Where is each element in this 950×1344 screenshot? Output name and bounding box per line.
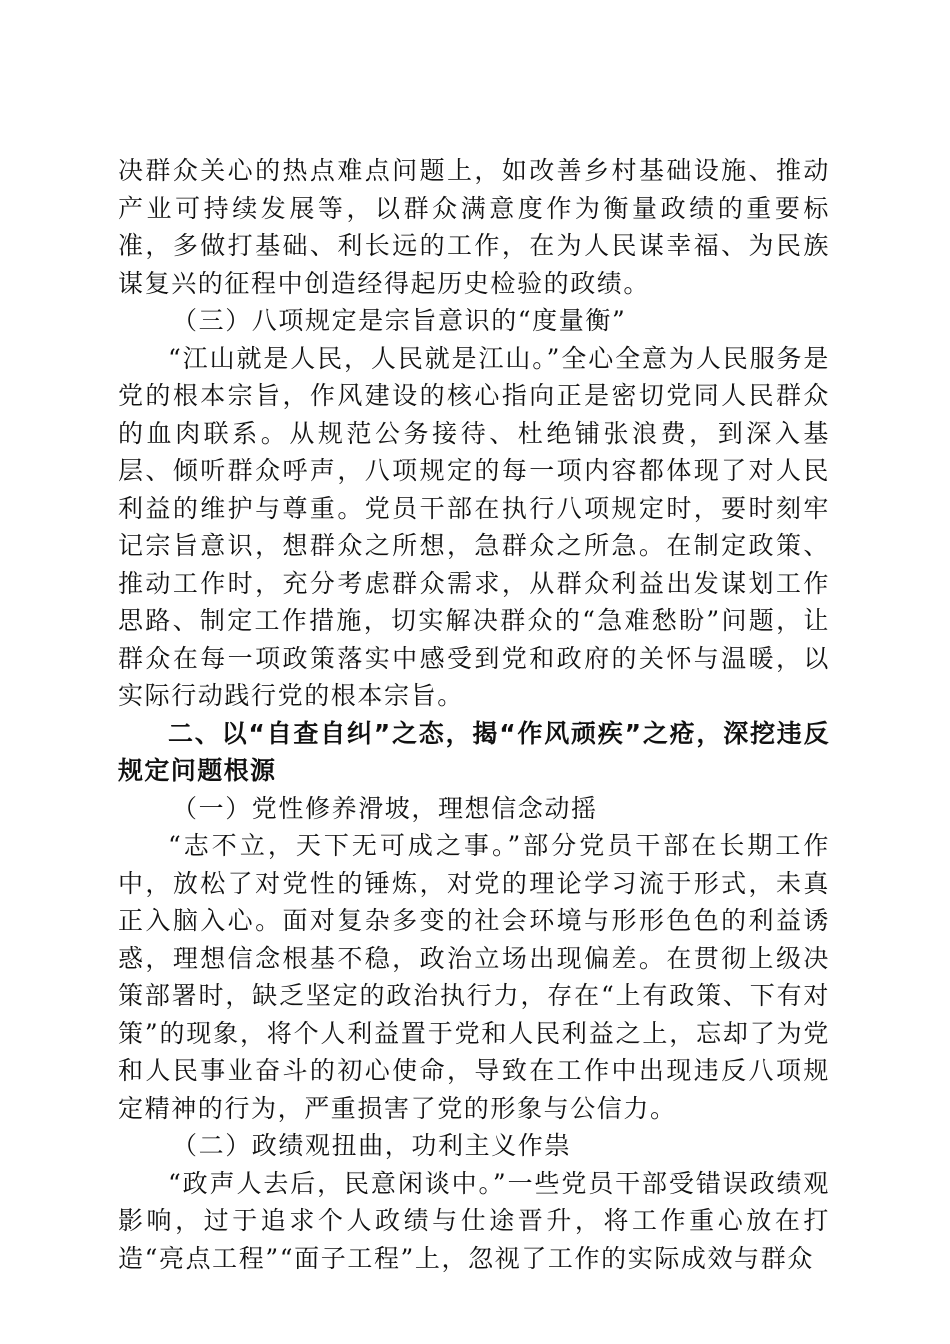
section1-sub3-body: “江山就是人民，人民就是江山。”全心全意为人民服务是党的根本宗旨，作风建设的核心指向正是密切党同人民群众的血肉联系。从规范公务接待、杜绝铺张浪费，到深入基层、倾听群众呼声，八项规定的每一项内容都体现了对人民利益的维护与尊重。党员干部在执行八项规定时，要时刻牢记宗旨意识，想群众之所想，急群众之所急。在制定政策、推动工作时，充分考虑群众需求，从群众利益出发谋划工作思路、制定工作措施，切实解决群众的“急难愁盼”问题，让群众在每一项政策落实中感受到党和政府的关怀与温暖，以实际行动践行党的根本宗旨。	[118, 343, 830, 710]
continued-paragraph: 决群众关心的热点难点问题上，如改善乡村基础设施、推动产业可持续发展等，以群众满意度作为衡量政绩的重要标准，多做打基础、利长远的工作，在为人民谋幸福、为民族谋复兴的征程中创造经得起历史检验的政绩。	[118, 156, 830, 298]
section1-sub3-title: （三）八项规定是宗旨意识的“度量衡”	[172, 306, 627, 335]
section2-sub1-title: （一）党性修养滑坡，理想信念动摇	[172, 793, 598, 823]
section2-sub2-title: （二）政绩观扭曲，功利主义作祟	[172, 1131, 572, 1160]
section2-sub1-body: “志不立，天下无可成之事。”部分党员干部在长期工作中，放松了对党性的锤炼，对党的理论学习流于形式，未真正入脑入心。面对复杂多变的社会环境与形形色色的利益诱惑，理想信念根基不稳，政治立场出现偏差。在贯彻上级决策部署时，缺乏坚定的政治执行力，存在“上有政策、下有对策”的现象，将个人利益置于党和人民利益之上，忘却了为党和人民事业奋斗的初心使命，导致在工作中出现违反八项规定精神的行为，严重损害了党的形象与公信力。	[118, 831, 830, 1123]
section2-sub2-body: “政声人去后，民意闲谈中。”一些党员干部受错误政绩观影响，过于追求个人政绩与仕途晋升，将工作重心放在打造“亮点工程”“面子工程”上，忽视了工作的实际成效与群众	[118, 1168, 830, 1273]
document-body	[118, 152, 830, 1277]
section2-title: 二、以“自查自纠”之态，揭“作风顽疾”之疮，深挖违反规定问题根源	[118, 718, 830, 785]
